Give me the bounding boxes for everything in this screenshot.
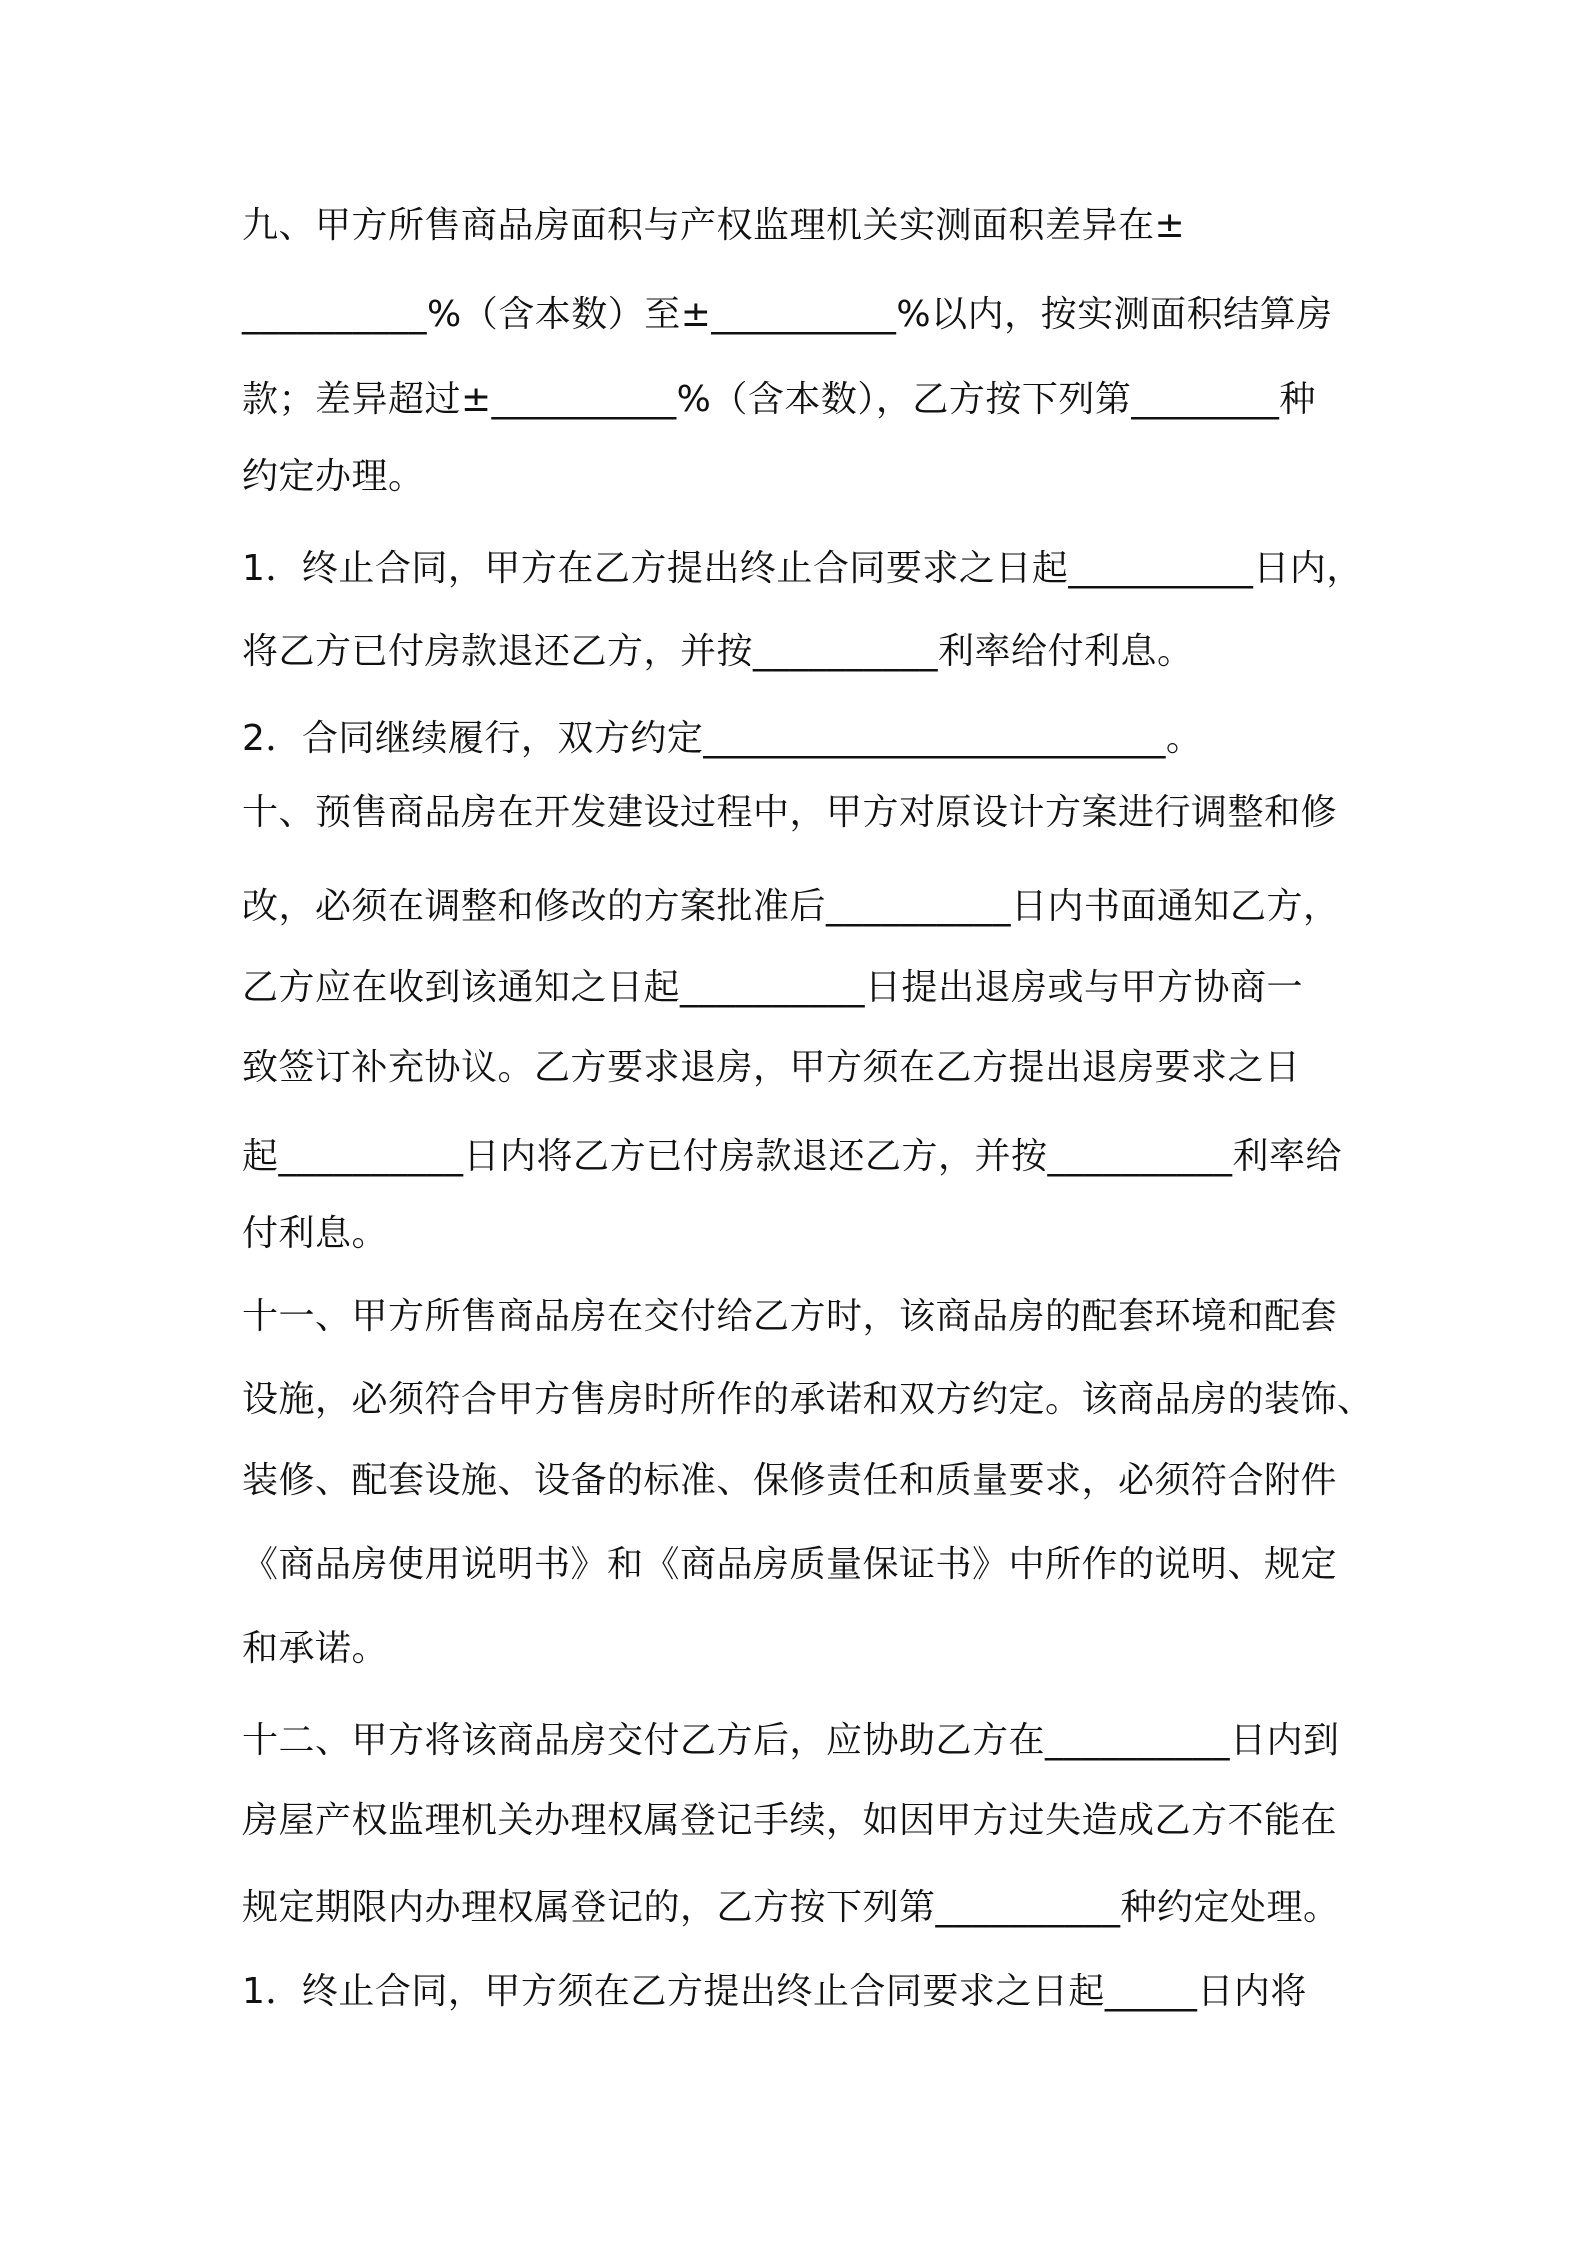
clause-11-line-4: 《商品房使用说明书》和《商品房质量保证书》中所作的说明、规定 [242, 1544, 1338, 1585]
clause-10-line-5: 起__________日内将乙方已付房款退还乙方，并按__________利率给 [242, 1136, 1343, 1177]
clause-10-line-3: 乙方应在收到该通知之日起__________日提出退房或与甲方协商一 [242, 967, 1304, 1008]
clause-12-line-1: 十二、甲方将该商品房交付乙方后，应协助乙方在__________日内到 [242, 1720, 1340, 1761]
clause-9-item-2: 2．合同继续履行，双方约定_________________________。 [242, 718, 1203, 759]
clause-9-item-1-line-1: 1．终止合同，甲方在乙方提出终止合同要求之日起__________日内， [242, 548, 1363, 589]
clause-10-line-2: 改，必须在调整和修改的方案批准后__________日内书面通知乙方， [242, 886, 1340, 927]
clause-9-line-4: 约定办理。 [242, 456, 425, 497]
clause-11-line-3: 装修、配套设施、设备的标准、保修责任和质量要求，必须符合附件 [242, 1460, 1338, 1501]
clause-11-line-5: 和承诺。 [242, 1628, 389, 1669]
clause-9-item-1-line-2: 将乙方已付房款退还乙方，并按__________利率给付利息。 [242, 631, 1194, 672]
clause-10-line-4: 致签订补充协议。乙方要求退房，甲方须在乙方提出退房要求之日 [242, 1047, 1301, 1088]
clause-10-line-1: 十、预售商品房在开发建设过程中，甲方对原设计方案进行调整和修 [242, 792, 1338, 833]
clause-12-line-2: 房屋产权监理机关办理权属登记手续，如因甲方过失造成乙方不能在 [242, 1800, 1338, 1841]
clause-10-line-6: 付利息。 [242, 1213, 389, 1254]
clause-12-item-1-line-1: 1．终止合同，甲方须在乙方提出终止合同要求之日起_____日内将 [242, 1971, 1307, 2012]
clause-9-line-3: 款；差异超过±__________%（含本数），乙方按下列第________种 [242, 379, 1316, 420]
clause-9-line-2: __________%（含本数）至±__________%以内，按实测面积结算房 [242, 294, 1333, 335]
clause-12-line-3: 规定期限内办理权属登记的，乙方按下列第__________种约定处理。 [242, 1887, 1340, 1928]
clause-9-line-1: 九、甲方所售商品房面积与产权监理机关实测面积差异在± [242, 205, 1186, 246]
clause-11-line-1: 十一、甲方所售商品房在交付给乙方时，该商品房的配套环境和配套 [242, 1296, 1338, 1337]
clause-11-line-2: 设施，必须符合甲方售房时所作的承诺和双方约定。该商品房的装饰、 [242, 1379, 1374, 1420]
